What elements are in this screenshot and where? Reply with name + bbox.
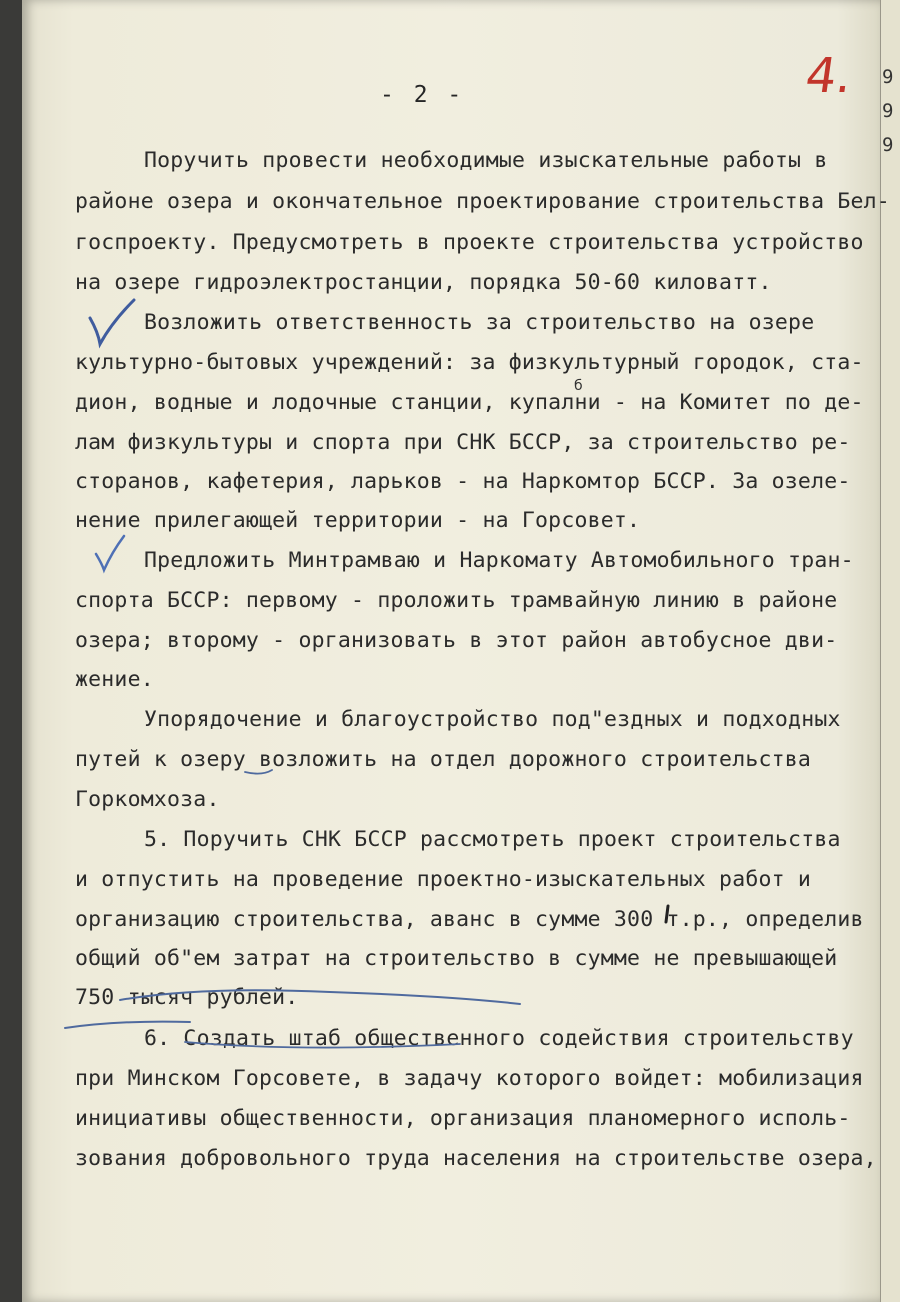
text-line: нение прилегающей территории - на Горсовет.	[75, 508, 641, 533]
comma-correction	[666, 906, 668, 922]
text-line: организацию строительства, аванс в сумме 300 т.р., определив	[75, 907, 864, 932]
text-line: жение.	[75, 667, 154, 692]
text-line: озера; второму - организовать в этот район автобусное дви-	[75, 628, 838, 653]
text-line: культурно-бытовых учреждений: за физкультурный городок, ста-	[75, 350, 864, 375]
text-line: 5. Поручить СНК БССР рассмотреть проект строительства	[144, 827, 841, 852]
edge-digit: 9	[882, 134, 894, 156]
text-line: сторанов, кафетерия, ларьков - на Наркомтор БССР. За озеле-	[75, 469, 851, 494]
text-line: на озере гидроэлектростанции, порядка 50-60 киловатт.	[75, 270, 772, 295]
text-line: районе озера и окончательное проектирование строительства Бел-	[75, 189, 890, 214]
underline-mark	[245, 770, 272, 774]
text-line: Предложить Минтрамваю и Наркомату Автомобильного тран-	[144, 548, 854, 573]
text-line: общий об"ем затрат на строительство в сумме не превышающей	[75, 946, 838, 971]
edge-digit: 9	[882, 66, 894, 88]
text-line: инициативы общественности, организация планомерного исполь-	[75, 1106, 851, 1131]
handwritten-correction: б	[574, 378, 583, 394]
text-line: путей к озеру возложить на отдел дорожного строительства	[75, 747, 812, 772]
text-line: при Минском Горсовете, в задачу которого войдет: мобилизация	[75, 1066, 864, 1091]
text-line: Горкомхоза.	[75, 787, 220, 812]
checkmark-icon	[96, 536, 124, 570]
text-line: спорта БССР: первому - проложить трамвайную линию в районе	[75, 588, 838, 613]
folio-mark: 4.	[802, 48, 856, 104]
text-line: Упорядочение и благоустройство под"ездных и подходных	[144, 707, 841, 732]
text-line: лам физкультуры и спорта при СНК БССР, за строительство ре-	[75, 430, 851, 455]
underline-mark	[185, 1042, 460, 1048]
text-line: 750 тысяч рублей.	[75, 985, 299, 1010]
underline-mark	[65, 1022, 190, 1028]
text-line: зования добровольного труда населения на строительстве озера,	[75, 1146, 877, 1171]
underline-mark	[120, 990, 520, 1004]
text-line: Возложить ответственность за строительство на озере	[144, 310, 815, 335]
text-line: Поручить провести необходимые изыскательные работы в	[144, 148, 828, 173]
text-line: 6. Создать штаб общественного содействия строительству	[144, 1026, 854, 1051]
text-line: дион, водные и лодочные станции, купални - на Комитет по де-	[75, 390, 864, 415]
edge-digit: 9	[882, 100, 894, 122]
text-line: и отпустить на проведение проектно-изыскательных работ и	[75, 867, 812, 892]
checkmark-icon	[90, 300, 134, 344]
text-line: госпроекту. Предусмотреть в проекте строительства устройство	[75, 230, 864, 255]
page-number: - 2 -	[380, 82, 465, 108]
